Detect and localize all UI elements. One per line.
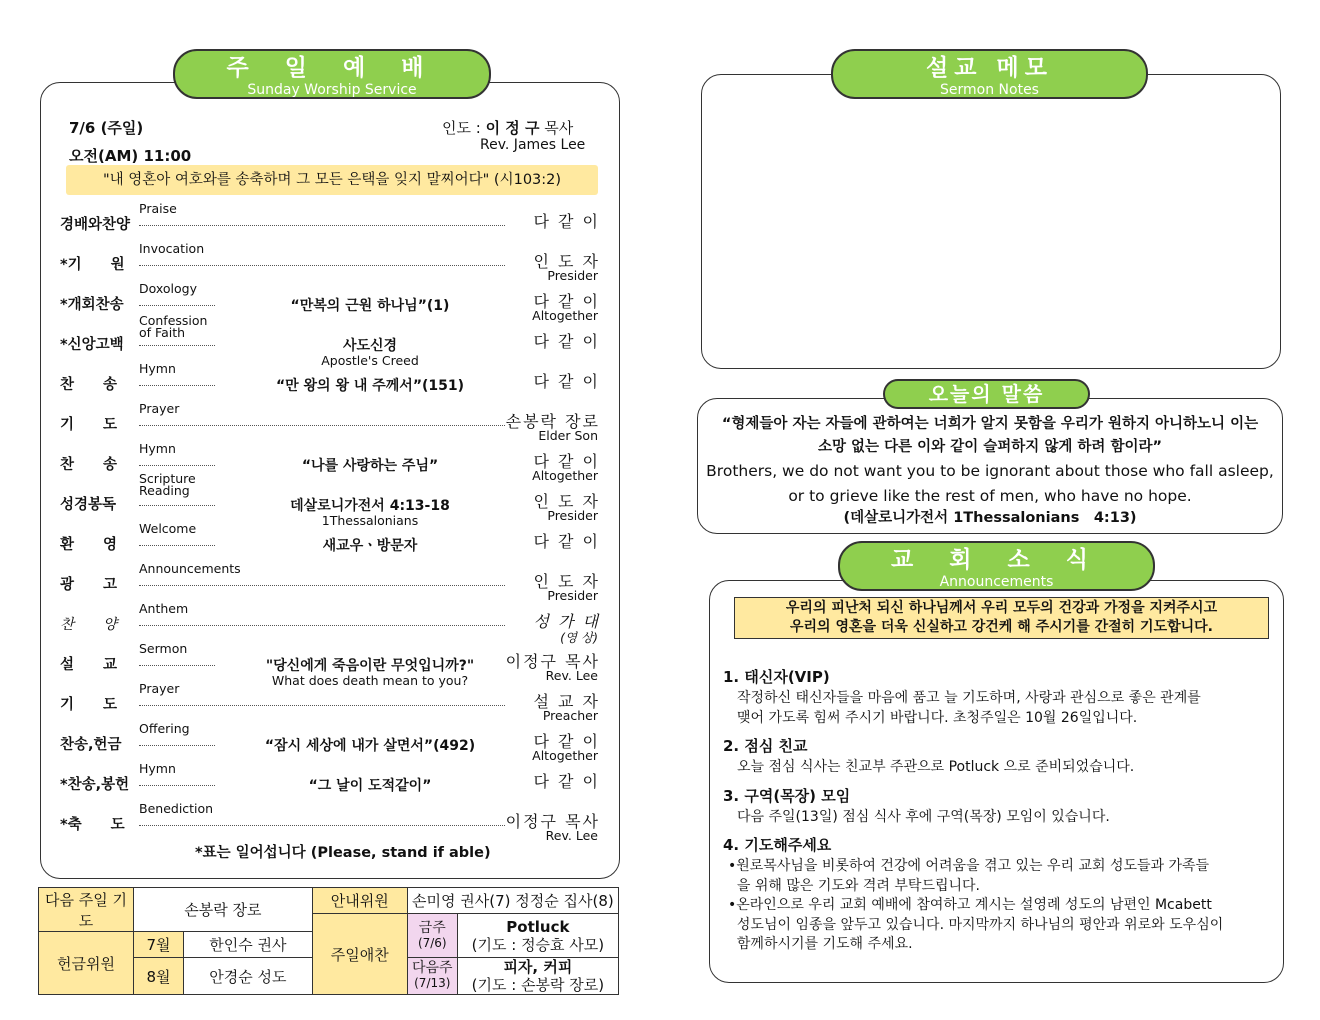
worship-title-banner — [173, 49, 491, 99]
item-right-sub: Rev. Lee — [545, 668, 598, 683]
this-week-cell — [407, 914, 457, 958]
item-right: 다 같 이 — [505, 529, 600, 552]
item-label: *개회찬송 — [60, 297, 124, 313]
announcement-heading: 1. 태신자(VIP) — [723, 668, 830, 686]
sermon-notes-banner — [831, 49, 1148, 99]
announcement-line: •원로목사님을 비롯하여 건강에 어려움을 겪고 있는 우리 교회 성도들과 가족들 — [728, 858, 1210, 874]
item-right: 다 같 이 — [505, 329, 600, 352]
next-week-cell — [407, 958, 457, 995]
item-label-en: Sermon — [139, 641, 188, 656]
service-time: 오전(AM) 11:00 — [69, 147, 192, 165]
this-week-label: 금주 — [418, 919, 446, 936]
word-line5: (데살로니가전서 1Thessalonians 4:13) — [843, 510, 1137, 526]
item-label-en: Offering — [139, 721, 190, 736]
item-label: 찬 송 — [60, 377, 118, 393]
this-week-menu: Potluck — [506, 917, 570, 936]
service-roles-table — [38, 887, 619, 995]
item-right: 인 도 자 — [505, 489, 600, 512]
item-label: 성경봉독 — [60, 497, 117, 513]
usher-label: 안내위원 — [312, 888, 407, 914]
item-label-en: Hymn — [139, 441, 176, 456]
announcement-line: 맺어 가도록 힘써 주시기 바랍니다. 초청주일은 10월 26일입니다. — [737, 709, 1138, 726]
item-label: 기 도 — [60, 417, 118, 433]
item-right: 설 교 자 — [505, 689, 600, 712]
item-right-sub: Presider — [547, 268, 598, 283]
announcement-heading: 3. 구역(목장) 모임 — [723, 786, 851, 805]
item-label: *신앙고백 — [60, 337, 124, 353]
announcement-line: 을 위해 많은 기도와 격려 부탁드립니다. — [728, 877, 980, 894]
next-week-menu: 피자, 커피 — [503, 958, 573, 976]
announcement-line: 다음 주일(13일) 점심 식사 후에 구역(목장) 모임이 있습니다. — [737, 808, 1110, 825]
item-right: 이정구 목사 — [505, 649, 600, 672]
word-line4: or to grieve like the rest of men, who have no hope. — [788, 487, 1192, 505]
this-week-date: (7/6) — [417, 935, 447, 950]
month2-name: 안경순 성도 — [184, 958, 313, 995]
leader-dots — [139, 705, 529, 706]
announcements-title-en: Announcements — [939, 574, 1054, 590]
leader-dots — [139, 625, 529, 626]
item-label-en: Confession of Faith — [139, 313, 208, 340]
item-right: 손봉락 장로 — [505, 409, 600, 432]
item-center: “그 날이 도적같이” — [215, 775, 525, 795]
item-right: 다 같 이 — [505, 769, 600, 792]
leader-dots — [139, 265, 529, 266]
todays-word-banner — [883, 379, 1090, 409]
announcement-line: 성도님이 임종을 앞두고 있습니다. 마지막까지 하나님의 평안과 위로와 도우심이 — [728, 916, 1224, 933]
leader-dots — [139, 825, 529, 826]
item-label-en: Praise — [139, 201, 177, 216]
next-week-label: 다음주 — [411, 960, 453, 976]
item-right: 다 같 이 — [505, 289, 600, 312]
item-label: *기 원 — [60, 257, 125, 273]
item-right: 다 같 이 — [505, 449, 600, 472]
leader-dots — [139, 585, 529, 586]
prayer-line2: 우리의 영혼을 더욱 신실하고 강건케 해 주시기를 간절히 기도합니다. — [790, 619, 1213, 635]
item-center: "당신에게 죽음이란 무엇입니까?" — [215, 655, 525, 675]
item-label-en: Prayer — [139, 401, 180, 416]
item-center: “만복의 근원 하나님”(1) — [215, 295, 525, 315]
announcement-line: •온라인으로 우리 교회 예배에 참여하고 계시는 설영례 성도의 남편인 Mcabett — [728, 897, 1212, 913]
leader-dots — [139, 425, 529, 426]
item-label: 찬 송 — [60, 457, 118, 473]
item-center: 새교우ㆍ방문자 — [215, 535, 525, 555]
item-label-en: Welcome — [139, 521, 197, 536]
item-label-en: Benediction — [139, 801, 214, 816]
item-label: 기 도 — [60, 697, 118, 713]
item-label-en: Announcements — [139, 561, 241, 576]
item-center-sub: 1Thessalonians — [321, 513, 419, 528]
item-right-sub: Altogether — [532, 308, 598, 323]
announcement-line: 함께하시기를 기도해 주세요. — [728, 936, 913, 952]
item-center: 사도신경 — [215, 335, 525, 355]
word-line3: Brothers, we do not want you to be ignorant about those who fall asleep, — [706, 462, 1274, 480]
word-line2: 소망 없는 다른 이와 같이 슬퍼하지 않게 하려 함이라” — [817, 439, 1163, 455]
item-center: 데살로니가전서 4:13-18 — [215, 495, 525, 515]
item-right-sub: Altogether — [532, 468, 598, 483]
next-prayer-label: 다음 주일 기도 — [39, 888, 134, 932]
item-label-en: Scripture Reading — [139, 471, 196, 498]
item-label: 환 영 — [60, 537, 118, 553]
item-right-sub: (영 상) — [560, 630, 598, 645]
item-right: 다 같 이 — [505, 209, 600, 232]
item-right-sub: Altogether — [532, 748, 598, 763]
item-right-sub: Presider — [547, 508, 598, 523]
month1: 7월 — [134, 932, 184, 958]
this-week-meal — [457, 914, 618, 958]
month2: 8월 — [134, 958, 184, 995]
announcement-line: 작정하신 태신자들을 마음에 품고 늘 기도하며, 사랑과 관심으로 좋은 관계를 — [737, 690, 1201, 706]
item-right-sub: Elder Son — [538, 428, 598, 443]
todays-word-title: 오늘의 말씀 — [928, 382, 1045, 406]
item-center-sub: Apostle's Creed — [321, 353, 419, 368]
item-label-en: Prayer — [139, 681, 180, 696]
lunch-label: 주일애찬 — [312, 914, 407, 995]
next-week-meal — [457, 958, 618, 995]
item-right: 다 같 이 — [505, 729, 600, 752]
item-label: *찬송,봉헌 — [60, 777, 130, 793]
item-right: 다 같 이 — [505, 369, 600, 392]
item-label: 찬송,헌금 — [60, 737, 122, 753]
this-week-prayer: (기도 : 정승효 사모) — [471, 935, 605, 954]
announcement-heading: 4. 기도해주세요 — [723, 836, 832, 854]
weekly-verse: "내 영혼아 여호와를 송축하며 그 모든 은택을 잊지 말찌어다" (시103:2) — [66, 165, 598, 195]
next-prayer-name: 손봉락 장로 — [134, 888, 313, 932]
word-line1: “형제들아 자는 자들에 관하여는 너희가 알지 못함을 우리가 원하지 아니하노니 이는 — [721, 416, 1259, 432]
leader-title: 목사 — [544, 119, 574, 137]
item-label: 광 고 — [60, 577, 118, 593]
item-center: “만 왕의 왕 내 주께서”(151) — [215, 375, 525, 395]
item-label: 경배와찬양 — [60, 217, 131, 233]
item-label: 찬 양 — [60, 617, 118, 633]
next-week-date: (7/13) — [414, 976, 451, 990]
announcement-heading: 2. 점심 친교 — [723, 737, 808, 755]
item-right-sub: Rev. Lee — [545, 828, 598, 843]
todays-word-text — [700, 413, 1280, 528]
item-label-en: Hymn — [139, 761, 176, 776]
item-right: 성 가 대 — [505, 609, 600, 632]
service-date: 7/6 (주일) — [69, 119, 144, 137]
service-leader — [442, 117, 573, 138]
usher-names: 손미영 권사(7) 정정순 집사(8) — [407, 888, 618, 914]
service-leader-en: Rev. James Lee — [480, 137, 586, 153]
item-center: “잠시 세상에 내가 살면서”(492) — [215, 735, 525, 755]
item-label-en: Doxology — [139, 281, 198, 296]
next-week-prayer: (기도 : 손봉락 장로) — [471, 976, 605, 994]
item-right: 인 도 자 — [505, 569, 600, 592]
sermon-notes-box — [701, 74, 1281, 369]
item-label: *축 도 — [60, 817, 125, 833]
offering-label: 헌금위원 — [39, 932, 134, 995]
item-right-sub: Preacher — [542, 708, 598, 723]
month1-name: 한인수 권사 — [184, 932, 313, 958]
sermon-notes-title-en: Sermon Notes — [940, 82, 1039, 98]
item-label-en: Anthem — [139, 601, 189, 616]
item-right: 이정구 목사 — [505, 809, 600, 832]
announcements-banner — [838, 541, 1155, 591]
prayer-request-banner — [734, 597, 1269, 639]
item-right-sub: Presider — [547, 588, 598, 603]
leader-name: 이 정 구 — [485, 119, 540, 137]
item-center: “나를 사랑하는 주님” — [215, 455, 525, 475]
sermon-notes-title-ko: 설교 메모 — [926, 55, 1053, 81]
announcements-title-ko: 교 회 소 식 — [891, 547, 1102, 573]
item-label: 설 교 — [60, 657, 118, 673]
item-label-en: Hymn — [139, 361, 176, 376]
item-right: 인 도 자 — [505, 249, 600, 272]
announcement-line: 오늘 점심 식사는 친교부 주관으로 Potluck 으로 준비되었습니다. — [737, 759, 1135, 775]
stand-footnote: *표는 일어섭니다 (Please, stand if able) — [195, 845, 491, 861]
worship-title-ko: 주 일 예 배 — [226, 55, 438, 81]
leader-dots — [139, 225, 529, 226]
item-center-sub: What does death mean to you? — [271, 673, 469, 688]
item-label-en: Invocation — [139, 241, 205, 256]
leader-label: 인도 : — [442, 119, 486, 137]
worship-title-en: Sunday Worship Service — [247, 82, 417, 98]
prayer-line1: 우리의 피난처 되신 하나님께서 우리 모두의 건강과 가정을 지켜주시고 — [785, 600, 1218, 616]
